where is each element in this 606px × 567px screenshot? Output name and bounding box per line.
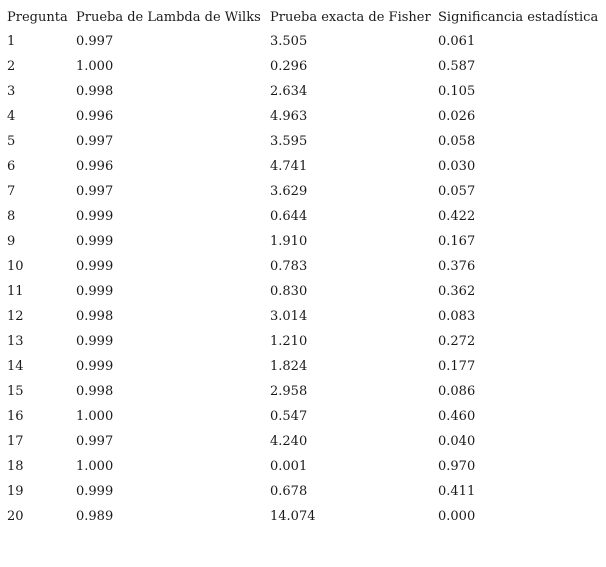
cell-significance: 0.460 (438, 409, 476, 424)
header-pregunta: Pregunta (7, 10, 68, 25)
cell-significance: 0.057 (438, 184, 476, 199)
table-row (7, 479, 606, 504)
cell-fisher-exact: 0.547 (270, 409, 308, 424)
cell-significance: 0.272 (438, 334, 476, 349)
cell-significance: 0.026 (438, 109, 476, 124)
table-row (7, 354, 606, 379)
cell-wilks-lambda: 0.999 (76, 234, 114, 249)
cell-fisher-exact: 4.741 (270, 159, 308, 174)
table-row (7, 204, 606, 229)
table-header (7, 6, 606, 29)
cell-fisher-exact: 0.296 (270, 59, 308, 74)
cell-significance: 0.061 (438, 34, 476, 49)
cell-wilks-lambda: 0.997 (76, 134, 114, 149)
table-row (7, 304, 606, 329)
cell-wilks-lambda: 0.997 (76, 34, 114, 49)
cell-fisher-exact: 4.240 (270, 434, 308, 449)
cell-fisher-exact: 1.910 (270, 234, 308, 249)
table-row (7, 504, 606, 529)
cell-pregunta: 3 (7, 84, 16, 99)
cell-significance: 0.083 (438, 309, 476, 324)
table-row (7, 404, 606, 429)
cell-pregunta: 16 (7, 409, 24, 424)
cell-wilks-lambda: 0.996 (76, 159, 114, 174)
cell-fisher-exact: 0.001 (270, 459, 308, 474)
table-row (7, 279, 606, 304)
cell-fisher-exact: 0.830 (270, 284, 308, 299)
cell-fisher-exact: 1.824 (270, 359, 308, 374)
cell-pregunta: 19 (7, 484, 24, 499)
cell-significance: 0.376 (438, 259, 476, 274)
table-row (7, 254, 606, 279)
header-fisher-exact: Prueba exacta de Fisher (270, 10, 431, 25)
table-row (7, 54, 606, 79)
header-wilks-lambda: Prueba de Lambda de Wilks (76, 10, 261, 25)
cell-significance: 0.587 (438, 59, 476, 74)
cell-significance: 0.422 (438, 209, 476, 224)
cell-fisher-exact: 2.634 (270, 84, 308, 99)
table-row (7, 454, 606, 479)
table-row (7, 104, 606, 129)
cell-fisher-exact: 3.629 (270, 184, 308, 199)
cell-wilks-lambda: 0.997 (76, 184, 114, 199)
cell-wilks-lambda: 0.998 (76, 309, 114, 324)
cell-pregunta: 11 (7, 284, 24, 299)
cell-wilks-lambda: 0.999 (76, 484, 114, 499)
cell-fisher-exact: 3.014 (270, 309, 308, 324)
cell-wilks-lambda: 0.999 (76, 334, 114, 349)
table-row (7, 154, 606, 179)
cell-pregunta: 18 (7, 459, 24, 474)
cell-pregunta: 2 (7, 59, 16, 74)
cell-fisher-exact: 2.958 (270, 384, 308, 399)
header-significance: Significancia estadística (438, 10, 599, 25)
cell-wilks-lambda: 0.997 (76, 434, 114, 449)
cell-significance: 0.058 (438, 134, 476, 149)
cell-fisher-exact: 3.595 (270, 134, 308, 149)
cell-pregunta: 17 (7, 434, 24, 449)
cell-pregunta: 4 (7, 109, 16, 124)
cell-wilks-lambda: 0.996 (76, 109, 114, 124)
cell-fisher-exact: 0.644 (270, 209, 308, 224)
cell-pregunta: 1 (7, 34, 16, 49)
cell-pregunta: 5 (7, 134, 16, 149)
cell-pregunta: 20 (7, 509, 24, 524)
cell-fisher-exact: 4.963 (270, 109, 308, 124)
table-row (7, 179, 606, 204)
cell-fisher-exact: 1.210 (270, 334, 308, 349)
cell-wilks-lambda: 1.000 (76, 59, 114, 74)
cell-pregunta: 8 (7, 209, 16, 224)
cell-pregunta: 6 (7, 159, 16, 174)
table-row (7, 429, 606, 454)
table-row (7, 79, 606, 104)
cell-wilks-lambda: 0.998 (76, 384, 114, 399)
cell-wilks-lambda: 0.999 (76, 284, 114, 299)
cell-pregunta: 12 (7, 309, 24, 324)
cell-fisher-exact: 0.678 (270, 484, 308, 499)
cell-pregunta: 14 (7, 359, 24, 374)
cell-significance: 0.167 (438, 234, 476, 249)
table-body (7, 29, 606, 529)
cell-fisher-exact: 0.783 (270, 259, 308, 274)
cell-significance: 0.086 (438, 384, 476, 399)
cell-pregunta: 13 (7, 334, 24, 349)
cell-significance: 0.105 (438, 84, 476, 99)
cell-significance: 0.970 (438, 459, 476, 474)
cell-significance: 0.000 (438, 509, 476, 524)
cell-pregunta: 15 (7, 384, 24, 399)
cell-fisher-exact: 3.505 (270, 34, 308, 49)
cell-significance: 0.411 (438, 484, 476, 499)
cell-significance: 0.177 (438, 359, 476, 374)
cell-significance: 0.362 (438, 284, 476, 299)
table-row (7, 129, 606, 154)
cell-pregunta: 9 (7, 234, 16, 249)
cell-wilks-lambda: 0.998 (76, 84, 114, 99)
table-row (7, 329, 606, 354)
cell-wilks-lambda: 0.999 (76, 359, 114, 374)
cell-significance: 0.040 (438, 434, 476, 449)
cell-wilks-lambda: 0.989 (76, 509, 114, 524)
cell-fisher-exact: 14.074 (270, 509, 316, 524)
table-row (7, 379, 606, 404)
header-row (7, 6, 606, 29)
cell-wilks-lambda: 0.999 (76, 209, 114, 224)
cell-wilks-lambda: 0.999 (76, 259, 114, 274)
table-row (7, 29, 606, 54)
cell-pregunta: 7 (7, 184, 16, 199)
cell-pregunta: 10 (7, 259, 24, 274)
table-row (7, 229, 606, 254)
cell-significance: 0.030 (438, 159, 476, 174)
statistics-table (7, 6, 606, 529)
cell-wilks-lambda: 1.000 (76, 459, 114, 474)
cell-wilks-lambda: 1.000 (76, 409, 114, 424)
